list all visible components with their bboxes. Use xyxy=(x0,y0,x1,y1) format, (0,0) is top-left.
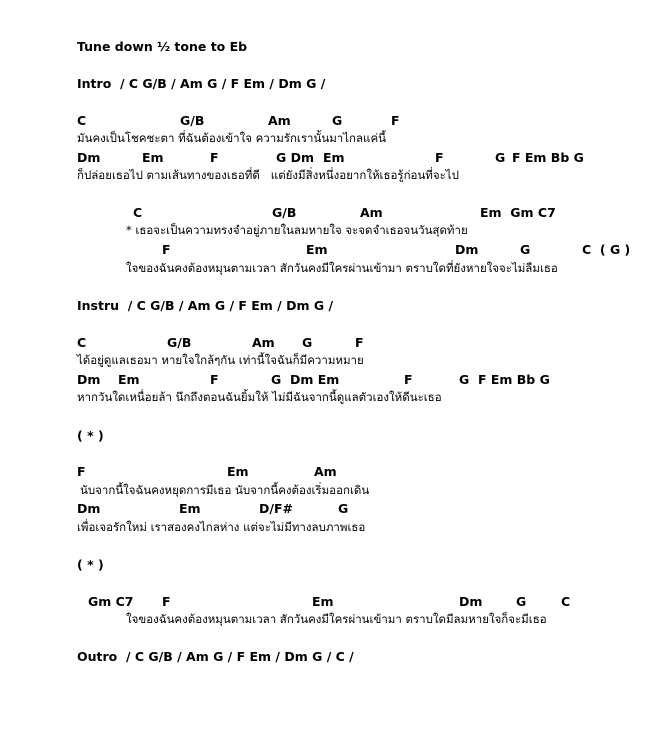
chord: Dm xyxy=(77,372,101,387)
instrumental-progression: Instru / C G/B / Am G / F Em / Dm G / xyxy=(77,298,334,313)
chord: Em xyxy=(312,594,334,609)
repeat-chorus-marker: ( * ) xyxy=(77,428,104,443)
lyric-line: ได้อยู่ดูแลเธอมา หายใจใกล้ๆกัน เท่านี้ใจฉันก็มีความหมาย xyxy=(77,353,364,367)
chord: F Em Bb G xyxy=(512,150,584,165)
chord: Am xyxy=(360,205,383,220)
chord: F xyxy=(77,464,86,479)
chord: F xyxy=(162,594,171,609)
repeat-chorus-marker: ( * ) xyxy=(77,557,104,572)
chord: Dm xyxy=(77,501,101,516)
chord: C xyxy=(77,335,87,350)
chord: C ( G ) xyxy=(582,242,631,257)
chord: Gm C7 xyxy=(88,594,134,609)
lyric-line: ใจของฉันคงต้องหมุนตามเวลา สักวันคงมีใครผ่านเข้ามา ตราบใดมีลมหายใจก็จะมีเธอ xyxy=(126,612,547,626)
chord: Dm xyxy=(455,242,479,257)
chord: Em xyxy=(118,372,140,387)
lyric-line: มันคงเป็นโชคชะตา ที่ฉันต้องเข้าใจ ความรักเรานั้นมาไกลแค่นี้ xyxy=(77,131,387,145)
chord: G Dm xyxy=(276,150,315,165)
chord: F xyxy=(404,372,413,387)
lyric-line: หากวันใดเหนื่อยล้า นึกถึงตอนฉันยิ้มให้ ไม่มีฉันจากนี้ดูแลตัวเองให้ดีนะเธอ xyxy=(77,390,442,404)
chord: G/B xyxy=(272,205,297,220)
chord: G F Em Bb G xyxy=(459,372,550,387)
chord: Dm xyxy=(77,150,101,165)
chord: G xyxy=(495,150,506,165)
outro-progression: Outro / C G/B / Am G / F Em / Dm G / C / xyxy=(77,649,354,664)
chord: G/B xyxy=(180,113,205,128)
intro-progression: Intro / C G/B / Am G / F Em / Dm G / xyxy=(77,76,326,91)
chord: Em xyxy=(227,464,249,479)
lyric-line: นับจากนี้ใจฉันคงหยุดการมีเธอ นับจากนี้คงต้องเริ่มออกเดิน xyxy=(80,483,370,497)
chord: Am xyxy=(268,113,291,128)
chord: Em xyxy=(179,501,201,516)
chord: C xyxy=(133,205,143,220)
chord: F xyxy=(210,150,219,165)
chord: Am xyxy=(314,464,337,479)
chord: Em xyxy=(306,242,328,257)
chord: G xyxy=(302,335,313,350)
tuning-note: Tune down ½ tone to Eb xyxy=(77,39,248,54)
chord: F xyxy=(435,150,444,165)
chord: Em Gm C7 xyxy=(480,205,556,220)
chord: D/F# xyxy=(259,501,293,516)
chorus-lyric-line: * เธอจะเป็นความทรงจำอยู่ภายในลมหายใจ จะจดจำเธอจนวันสุดท้าย xyxy=(126,223,468,237)
chord: F xyxy=(355,335,364,350)
chord: Em xyxy=(323,150,345,165)
chord: G xyxy=(516,594,527,609)
chord: C xyxy=(561,594,571,609)
lyric-line: ใจของฉันคงต้องหมุนตามเวลา สักวันคงมีใครผ่านเข้ามา ตราบใดที่ยังหายใจจะไม่ลืมเธอ xyxy=(126,261,558,275)
chord: F xyxy=(391,113,400,128)
chord: G xyxy=(332,113,343,128)
chord: F xyxy=(210,372,219,387)
chord: Em xyxy=(142,150,164,165)
chord: G/B xyxy=(167,335,192,350)
lyric-line: ก็ปล่อยเธอไป ตามเส้นทางของเธอที่ดี แต่ยังมีสิ่งหนึ่งอยากให้เธอรู้ก่อนที่จะไป xyxy=(77,168,459,182)
chord: G xyxy=(520,242,531,257)
chord: Dm xyxy=(459,594,483,609)
chord: C xyxy=(77,113,87,128)
chord: Am xyxy=(252,335,275,350)
lyric-line: เพื่อเจอรักใหม่ เราสองคงไกลห่าง แต่จะไม่มีทางลบภาพเธอ xyxy=(77,520,366,534)
chord: G xyxy=(338,501,349,516)
chord: G Dm Em xyxy=(271,372,340,387)
chord: F xyxy=(162,242,171,257)
